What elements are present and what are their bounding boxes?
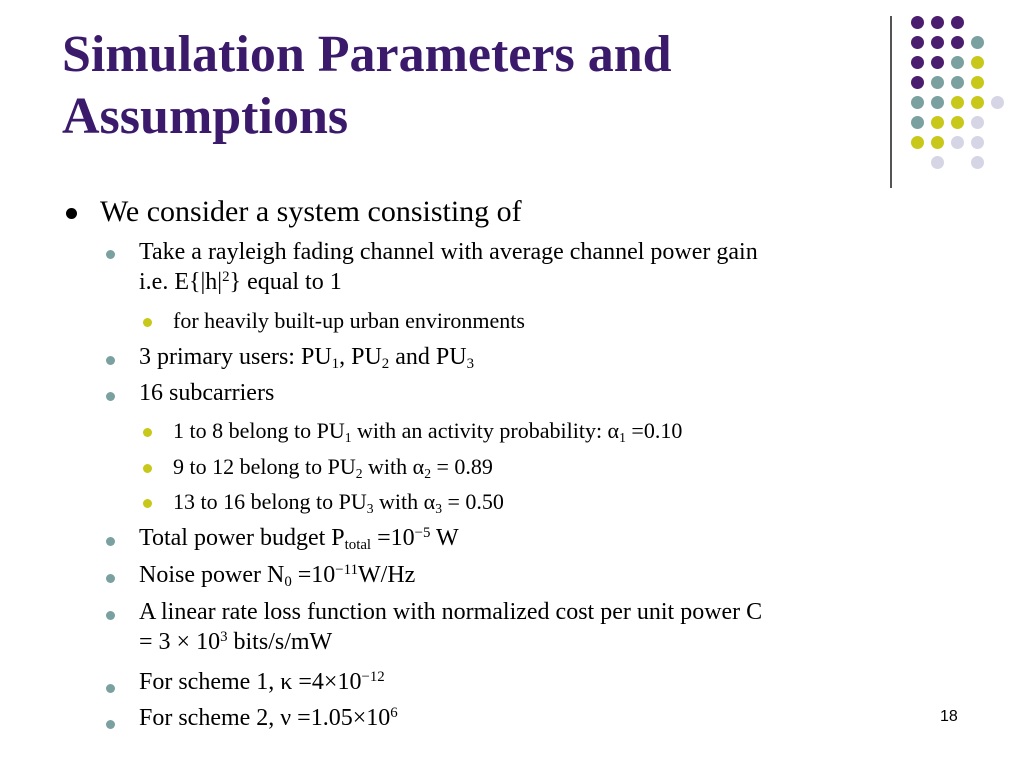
text-run: with an activity probability: α [351,418,620,443]
text-run: i.e. E{|h| [139,269,223,295]
text-run: W [430,525,459,551]
subscript: 3 [435,500,442,516]
bullet-pu1-subcarriers [173,418,682,444]
text-run: W/Hz [358,562,416,588]
text-run: =10 [291,562,336,588]
text-run: Noise power N [139,562,285,588]
bullet-text: Take a rayleigh fading channel with average channel power gain [139,239,758,265]
text-run: For scheme 1, κ =4×10 [139,669,362,695]
subscript: 0 [284,574,292,591]
page-number: 18 [940,708,958,725]
bullet-marker [143,499,152,508]
bullet-pu2-subcarriers [173,454,493,480]
text-run: 3 primary users: PU [139,344,332,370]
subscript: 1 [331,356,340,373]
subscript: 3 [466,356,474,373]
superscript: −11 [335,561,359,578]
bullet-marker [143,318,152,327]
bullet-marker [106,611,115,620]
text-run: = 0.89 [431,454,493,479]
subscript: 2 [424,465,431,481]
bullet-rayleigh [139,239,758,266]
text-run: with α [373,489,436,514]
superscript: −5 [414,524,431,541]
text-run: } equal to 1 [229,269,342,295]
bullet-scheme-1 [139,669,385,696]
text-run: =0.10 [625,418,683,443]
bullet-marker [106,574,115,583]
text-run: = 3 × 10 [139,629,221,655]
superscript: 2 [222,268,230,285]
bullet-text: We consider a system consisting of [100,195,522,228]
text-run: bits/s/mW [227,629,333,655]
bullet-scheme-2 [139,705,398,732]
bullet-text: for heavily built-up urban environments [173,308,525,333]
bullet-system [100,195,522,229]
bullet-text: 16 subcarriers [139,380,275,406]
bullet-pu3-subcarriers [173,489,504,515]
bullet-marker [66,208,77,219]
text-run: and PU [389,344,467,370]
bullet-marker [106,356,115,365]
bullet-marker [106,250,115,259]
bullet-rate-loss-cont [139,629,332,656]
subscript: 1 [344,429,352,445]
bullet-marker [106,720,115,729]
bullet-rayleigh-cont [139,269,342,296]
subscript: 3 [366,500,374,516]
bullet-marker [106,537,115,546]
text-run: 9 to 12 belong to PU [173,454,356,479]
subscript: 2 [381,356,390,373]
superscript: 3 [220,628,228,645]
bullet-marker [106,684,115,693]
bullet-text: A linear rate loss function with normalized cost per unit power C [139,599,763,625]
subscript: 2 [355,465,363,481]
bullet-primary-users [139,344,474,371]
bullet-marker [143,464,152,473]
superscript: −12 [361,668,385,685]
bullet-total-power [139,525,459,552]
superscript: 6 [390,704,398,721]
text-run: =10 [371,525,415,551]
text-run: , PU [339,344,382,370]
text-run: Total power budget P [139,525,345,551]
text-run: 1 to 8 belong to PU [173,418,345,443]
title-line-1: Simulation Parameters and [62,26,672,83]
title-line-2: Assumptions [62,88,349,145]
subscript: 1 [619,429,626,445]
bullet-noise-power [139,562,415,589]
bullet-urban [173,308,525,334]
bullet-marker [106,392,115,401]
text-run: = 0.50 [442,489,504,514]
bullet-subcarriers [139,380,274,407]
subscript: total [344,537,372,554]
text-run: 13 to 16 belong to PU [173,489,367,514]
bullet-rate-loss [139,599,762,626]
bullet-marker [143,428,152,437]
text-run: For scheme 2, ν =1.05×10 [139,705,391,731]
text-run: with α [362,454,425,479]
